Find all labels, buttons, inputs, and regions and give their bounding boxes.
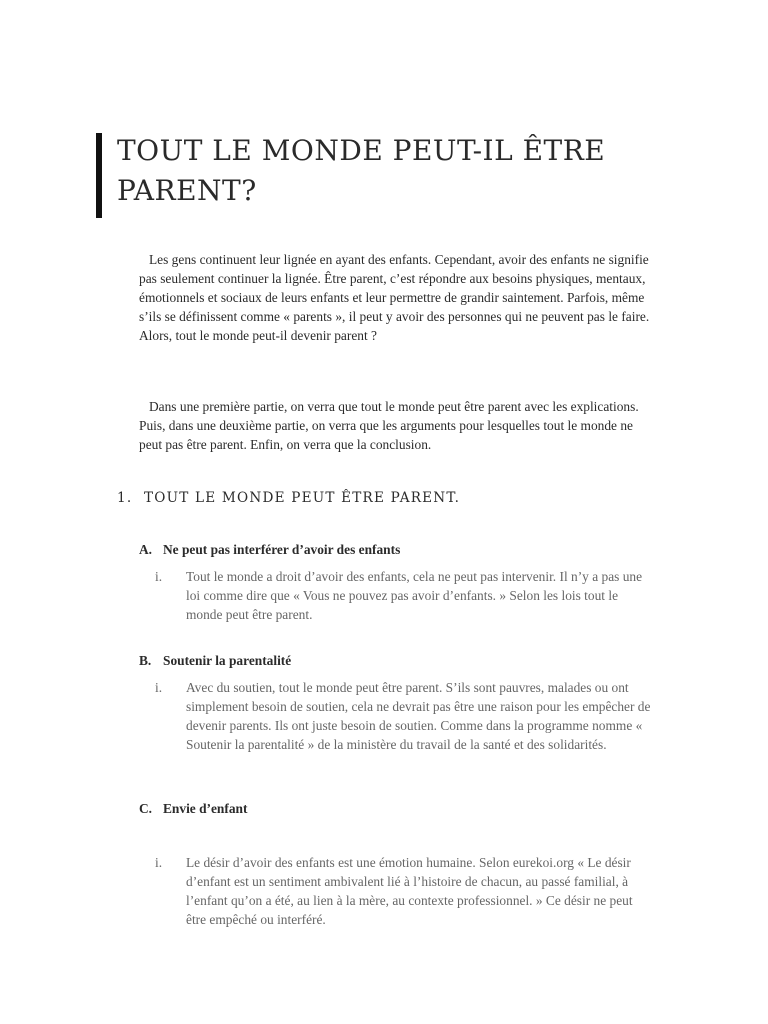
section-c-item-1 [155, 853, 655, 929]
section-b-item-1 [155, 678, 655, 754]
section-a-title: Ne peut pas interférer d’avoir des enfants [163, 542, 401, 557]
page-title: TOUT LE MONDE PEUT-IL ÊTRE PARENT? [117, 134, 606, 207]
part-1-heading [117, 490, 460, 506]
list-numeral: i. [155, 569, 163, 584]
section-b-heading [139, 653, 291, 669]
intro-paragraph-2: Dans une première partie, on verra que tout le monde peut être parent avec les explications. Puis, dans une deuxième partie, on verra que les arguments pour lesquelles tout le monde ne peut pas être parent. Enfin, on verra que la conclusion. [139, 399, 639, 452]
list-numeral: i. [155, 680, 163, 695]
list-item-text: Avec du soutien, tout le monde peut être parent. S’ils sont pauvres, malades ou ont simplement besoin de soutien, cela ne devrait pas être une raison pour les empêcher de devenir parents. Ils ont juste besoin de soutien. Comme dans la programme nomme « Soutenir la parentalité » de la ministère du travail de la santé et des solidarités. [186, 680, 651, 752]
title-accent-bar [96, 133, 102, 218]
part-1-title: TOUT LE MONDE PEUT ÊTRE PARENT. [144, 490, 461, 506]
section-b-letter: B. [139, 653, 152, 668]
section-c-heading [139, 801, 247, 817]
section-b-title: Soutenir la parentalité [163, 653, 292, 668]
section-c-letter: C. [139, 801, 153, 816]
section-a-item-1 [155, 567, 655, 624]
list-item-text: Le désir d’avoir des enfants est une émotion humaine. Selon eurekoi.org « Le désir d’enfant est un sentiment ambivalent lié à l’histoire de chacun, au passé familial, à l’enfant qu’on a été, au lien à la mère, au contexte professionnel. » Ce désir ne peut être empêché ou interféré. [186, 855, 633, 927]
intro-paragraph-1: Les gens continuent leur lignée en ayant des enfants. Cependant, avoir des enfants ne signifie pas seulement continuer la lignée. Être parent, c’est répondre aux besoins physiques, mentaux, émotionnels et sociaux de leurs enfants et leur permettre de grandir saintement. Parfois, même s’ils se définissent comme « parents », il peut y avoir des personnes qui ne peuvent pas le faire. Alors, tout le monde peut-il devenir parent ? [139, 252, 650, 343]
section-a-heading [139, 542, 400, 558]
list-item-text: Tout le monde a droit d’avoir des enfants, cela ne peut pas intervenir. Il n’y a pas une loi comme dire que « Vous ne pouvez pas avoir d’enfants. » Selon les lois tout le monde peut être parent. [186, 569, 643, 622]
section-a-letter: A. [139, 542, 153, 557]
section-c-title: Envie d’enfant [163, 801, 248, 816]
part-1-number: 1. [117, 490, 133, 506]
list-numeral: i. [155, 855, 163, 870]
